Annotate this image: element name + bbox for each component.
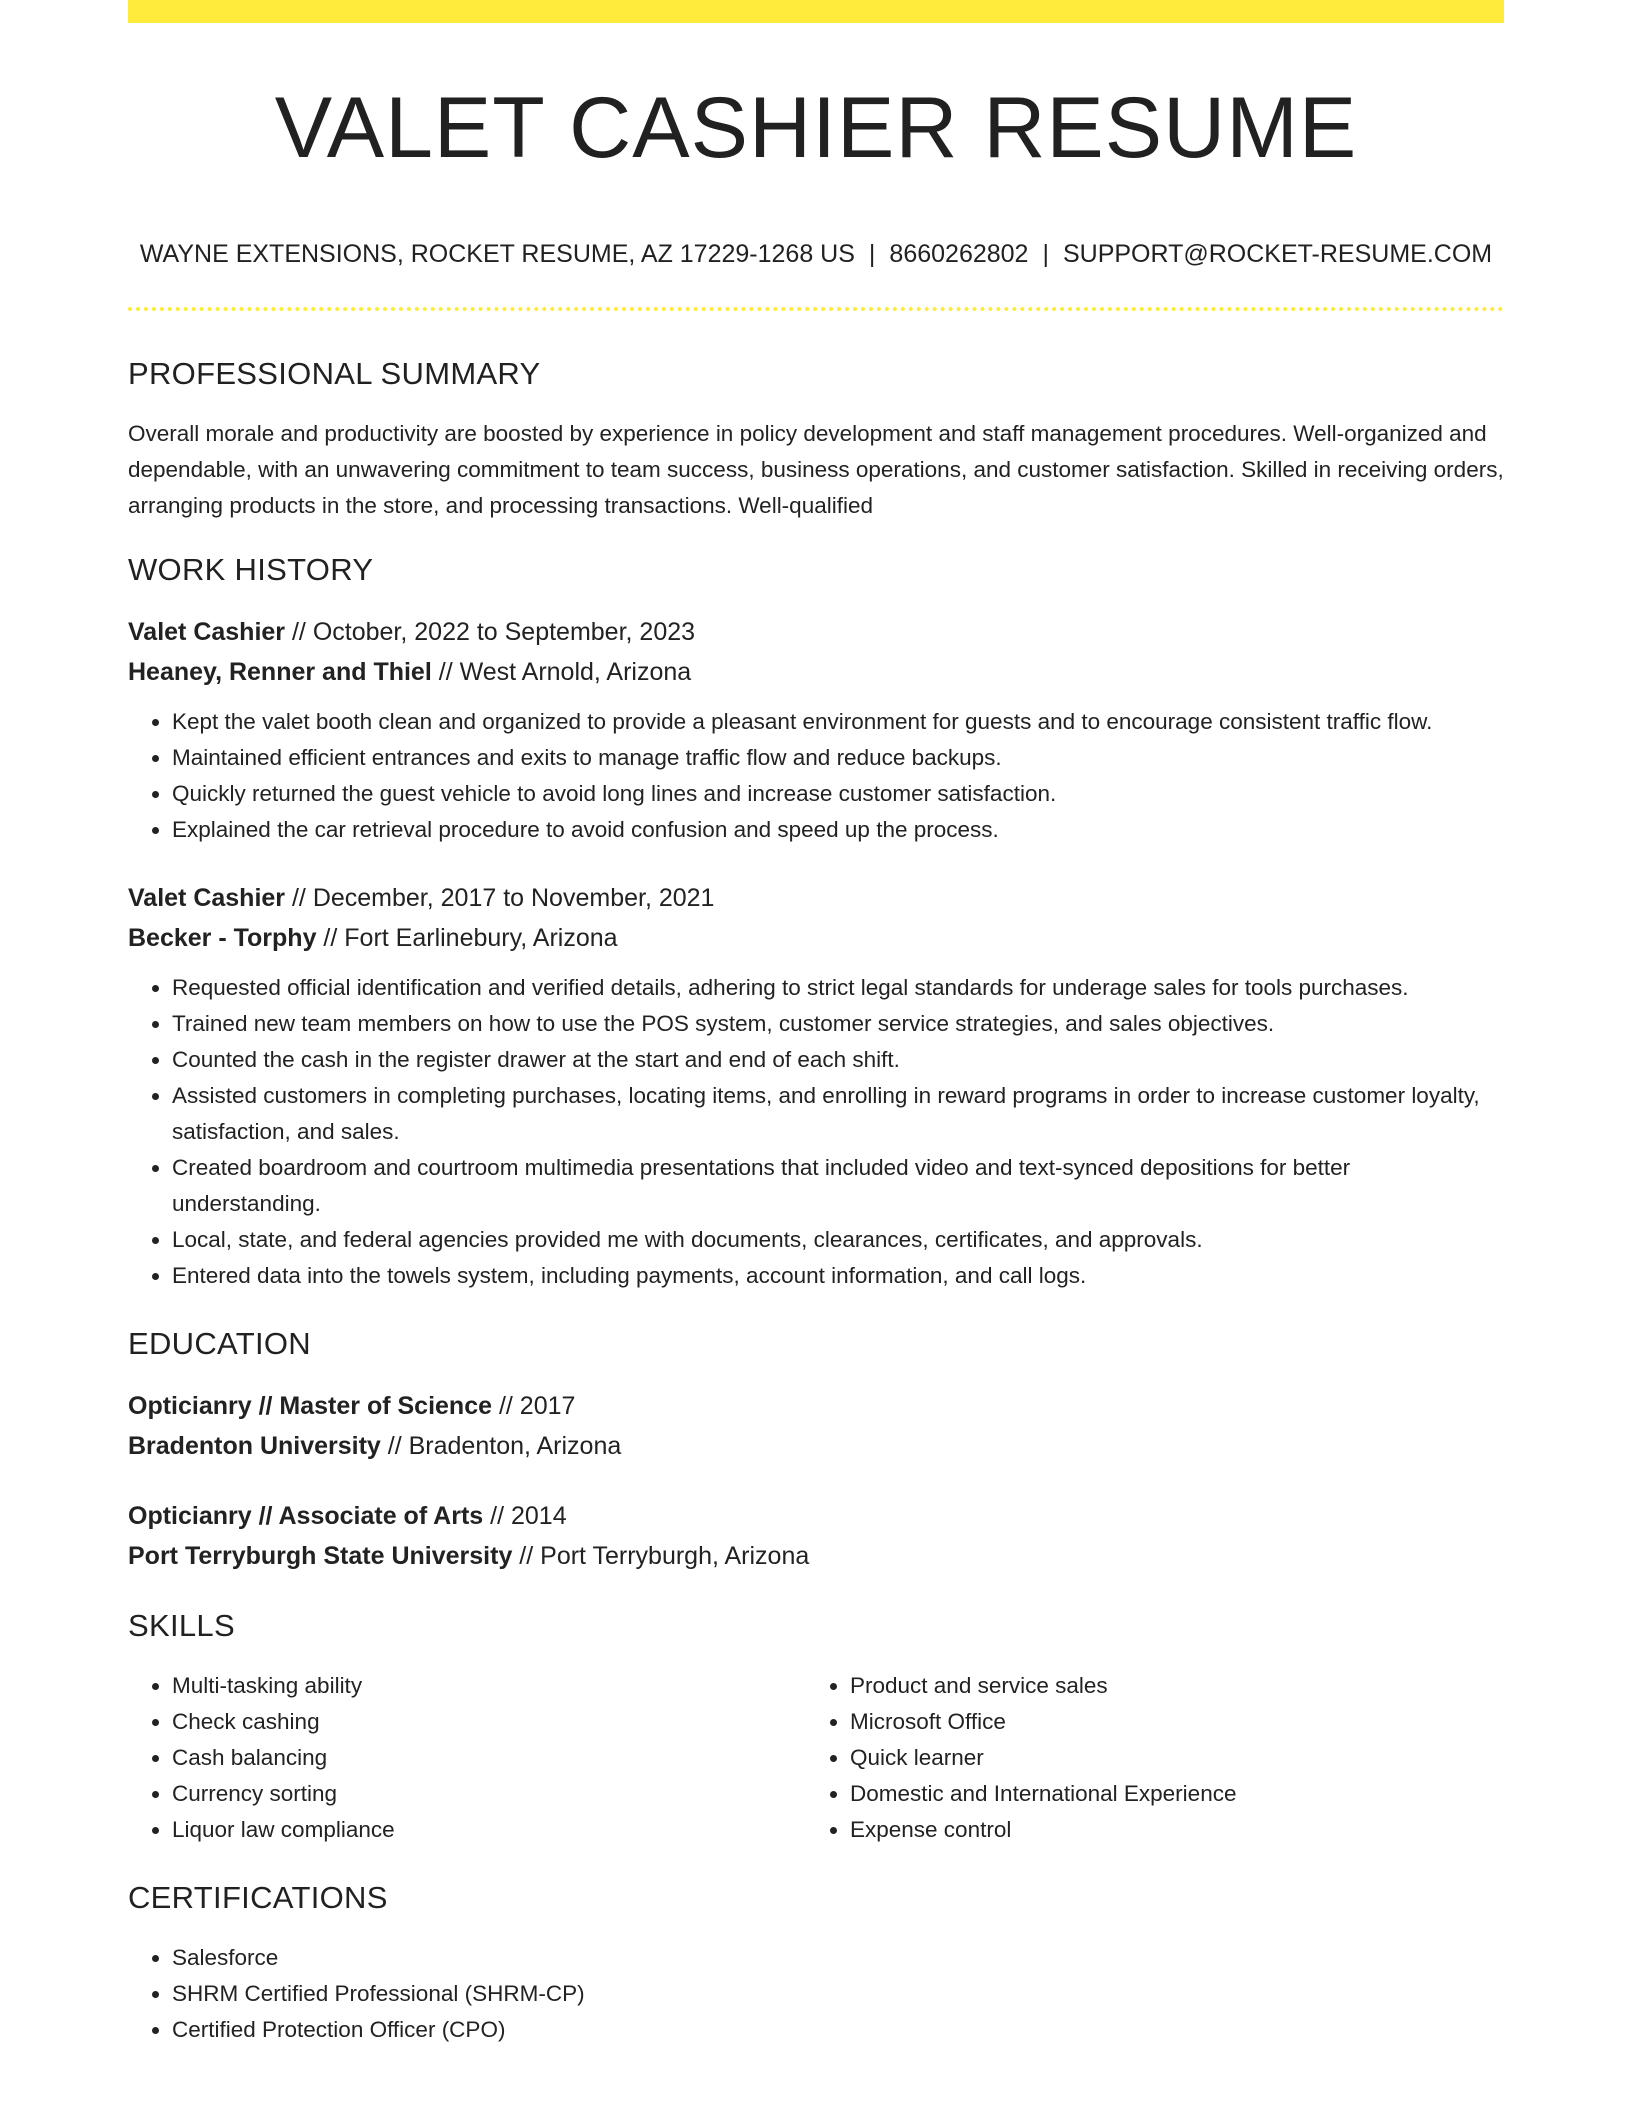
- degree: Opticianry // Associate of Arts: [128, 1502, 484, 1530]
- list-item: • Created boardroom and courtroom multimedia presentations that included video and text-synced depositions for better understanding.: [172, 1150, 1504, 1222]
- list-item: • Counted the cash in the register drawer at the start and end of each shift.: [172, 1042, 1504, 1078]
- list-item: • Cash balancing: [172, 1740, 806, 1776]
- degree-line: [128, 1496, 1504, 1536]
- job-company: Becker - Torphy: [128, 924, 317, 952]
- degree: Opticianry // Master of Science: [128, 1392, 493, 1420]
- job-location: // West Arnold, Arizona: [431, 658, 692, 686]
- school: Port Terryburgh State University: [128, 1542, 513, 1570]
- list-item: • Salesforce: [172, 1940, 1504, 1976]
- contact-line: [128, 238, 1504, 270]
- list-item: • Microsoft Office: [850, 1704, 1484, 1740]
- school-line: [128, 1426, 1504, 1466]
- list-item: • Requested official identification and verified details, adhering to strict legal standards for underage sales for tools purchases.: [172, 970, 1504, 1006]
- education-section: [128, 1324, 1504, 1576]
- list-item: • Kept the valet booth clean and organized to provide a pleasant environment for guests and to encourage consistent traffic flow.: [172, 704, 1504, 740]
- list-item: • Product and service sales: [850, 1668, 1484, 1704]
- job-bullets: [128, 704, 1504, 848]
- school-location: // Bradenton, Arizona: [380, 1432, 622, 1460]
- list-item: • Assisted customers in completing purchases, locating items, and enrolling in reward programs in order to increase customer loyalty, satisfaction, and sales.: [172, 1078, 1504, 1150]
- school: Bradenton University: [128, 1432, 381, 1460]
- contact-email: SUPPORT@ROCKET-RESUME.COM: [1062, 240, 1493, 268]
- job-company-line: [128, 652, 1504, 692]
- job-entry: [128, 878, 1504, 1294]
- contact-phone: 8660262802: [889, 240, 1029, 268]
- accent-top-bar: [128, 0, 1504, 23]
- work-history-section: [128, 550, 1504, 1294]
- resume-title: VALET CASHIER RESUME: [274, 80, 1358, 176]
- skills-left-list: [128, 1668, 806, 1848]
- resume-page: [128, 0, 1504, 2112]
- list-item: • Trained new team members on how to use the POS system, customer service strategies, and sales objectives.: [172, 1006, 1504, 1042]
- list-item: • Expense control: [850, 1812, 1484, 1848]
- job-company: Heaney, Renner and Thiel: [128, 658, 432, 686]
- degree-year: // 2014: [483, 1502, 567, 1530]
- contact-separator: |: [868, 240, 876, 268]
- list-item: • Maintained efficient entrances and exits to manage traffic flow and reduce backups.: [172, 740, 1504, 776]
- skills-section: [128, 1606, 1504, 1848]
- education-entry: [128, 1496, 1504, 1576]
- job-title-line: [128, 878, 1504, 918]
- list-item: • Liquor law compliance: [172, 1812, 806, 1848]
- list-item: • Local, state, and federal agencies provided me with documents, clearances, certificates, and approvals.: [172, 1222, 1504, 1258]
- dotted-divider: [128, 307, 1504, 311]
- education-entry: [128, 1386, 1504, 1466]
- school-line: [128, 1536, 1504, 1576]
- list-item: • Explained the car retrieval procedure to avoid confusion and speed up the process.: [172, 812, 1504, 848]
- list-item: • Quick learner: [850, 1740, 1484, 1776]
- job-title: Valet Cashier: [128, 884, 286, 912]
- degree-year: // 2017: [492, 1392, 576, 1420]
- resume-content: [128, 354, 1504, 2048]
- job-company-line: [128, 918, 1504, 958]
- job-location: // Fort Earlinebury, Arizona: [316, 924, 618, 952]
- job-dates: // October, 2022 to September, 2023: [285, 618, 696, 646]
- job-title: Valet Cashier: [128, 618, 286, 646]
- list-item: • Multi-tasking ability: [172, 1668, 806, 1704]
- job-bullets: [128, 970, 1504, 1294]
- certifications-section: [128, 1878, 1504, 2048]
- job-entry: [128, 612, 1504, 848]
- section-heading-certifications: CERTIFICATIONS: [128, 1880, 388, 1915]
- section-heading-education: EDUCATION: [128, 1326, 311, 1361]
- job-dates: // December, 2017 to November, 2021: [285, 884, 715, 912]
- certifications-list: [128, 1940, 1504, 2048]
- section-heading-work: WORK HISTORY: [128, 552, 374, 587]
- job-title-line: [128, 612, 1504, 652]
- list-item: • Check cashing: [172, 1704, 806, 1740]
- list-item: • Entered data into the towels system, including payments, account information, and call logs.: [172, 1258, 1504, 1294]
- section-heading-summary: PROFESSIONAL SUMMARY: [128, 356, 541, 391]
- list-item: • SHRM Certified Professional (SHRM-CP): [172, 1976, 1504, 2012]
- summary-text: Overall morale and productivity are boosted by experience in policy development and staff management procedures. Well-organized and dependable, with an unwavering commitment to team success, business operations, and customer satisfaction. Skilled in receiving orders, arranging products in the store, and processing transactions. Well-qualified: [128, 421, 1504, 518]
- skills-right-list: [806, 1668, 1484, 1848]
- contact-separator: |: [1042, 240, 1049, 268]
- section-heading-skills: SKILLS: [128, 1608, 235, 1643]
- skills-columns: [128, 1668, 1504, 1848]
- contact-address: WAYNE EXTENSIONS, ROCKET RESUME, AZ 17229-1268 US: [139, 240, 855, 268]
- list-item: • Currency sorting: [172, 1776, 806, 1812]
- school-location: // Port Terryburgh, Arizona: [512, 1542, 810, 1570]
- summary-section: [128, 354, 1504, 524]
- list-item: • Certified Protection Officer (CPO): [172, 2012, 1504, 2048]
- degree-line: [128, 1386, 1504, 1426]
- list-item: • Quickly returned the guest vehicle to avoid long lines and increase customer satisfaction.: [172, 776, 1504, 812]
- list-item: • Domestic and International Experience: [850, 1776, 1484, 1812]
